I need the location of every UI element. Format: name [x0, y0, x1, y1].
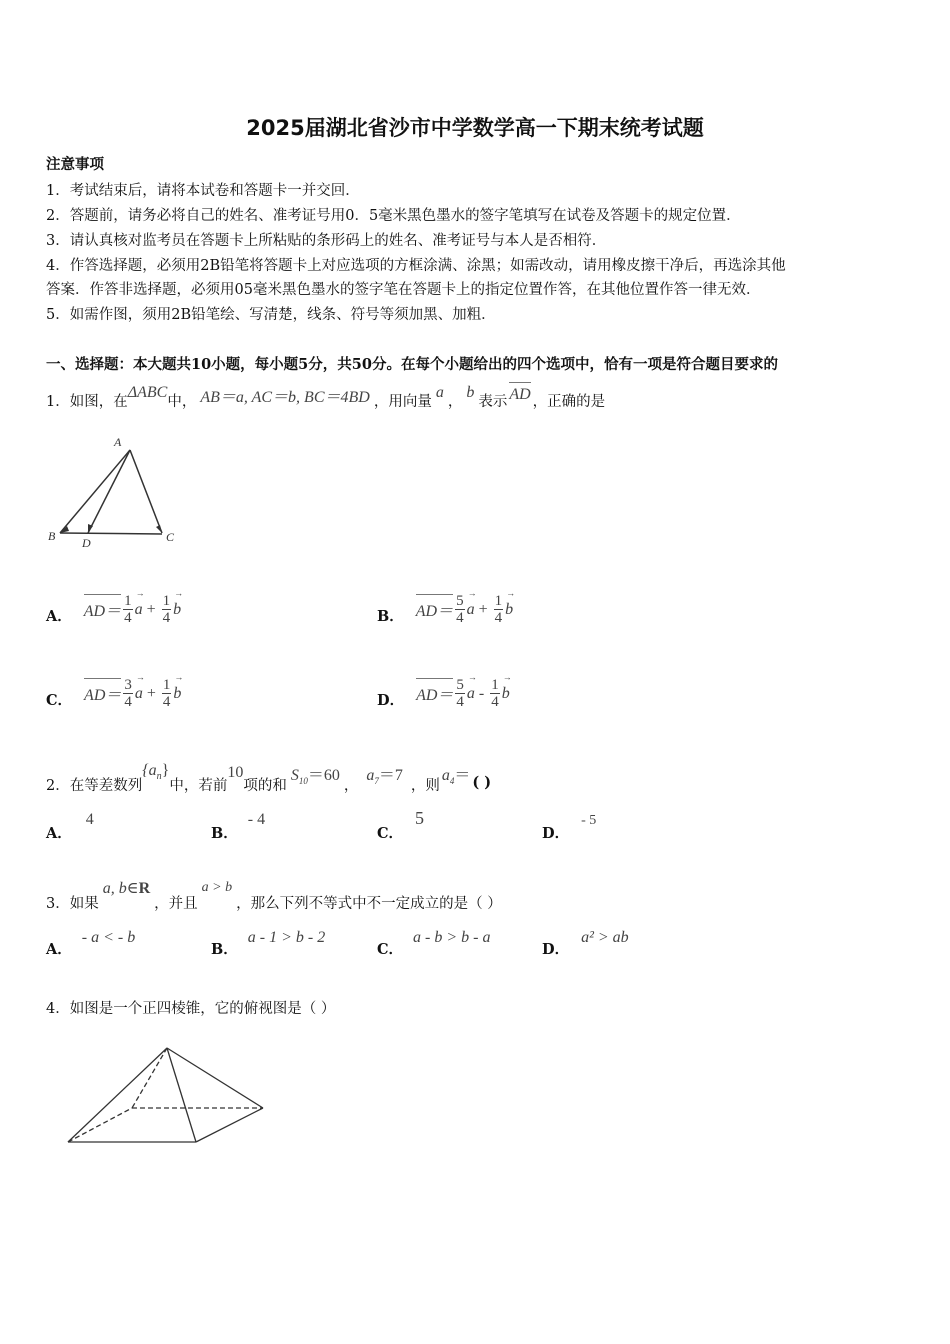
label-b: B — [48, 529, 56, 543]
option-value: - 5 — [581, 813, 597, 828]
option-value: a - b > b - a — [413, 929, 491, 946]
q1-text: 表示 — [478, 394, 508, 410]
q2-text: 在等差数列 — [69, 778, 143, 794]
q3-option-b[interactable] — [211, 929, 326, 959]
triangle-figure — [44, 432, 194, 552]
q3-text: ，那么下列不等式中不一定成立的是（ ） — [236, 896, 502, 912]
question-number: 3． — [46, 896, 70, 912]
option-label: A． — [46, 608, 72, 625]
q3-text: ，并且 — [154, 896, 198, 912]
q1-math-vector-b: b — [466, 384, 475, 401]
option-label: D． — [542, 825, 570, 842]
q2-option-c[interactable] — [377, 808, 425, 843]
note-item: 2．答题前，请务必将自己的姓名、准考证号用0．5毫米黑色墨水的签字笔填写在试卷及答题卡的规定位置． — [46, 208, 741, 224]
option-expression: AD＝ $\frac{5}{4}$ → a + $\frac{1}{4}$ → b — [416, 593, 513, 626]
q2-text: 中，若前 — [169, 778, 228, 794]
option-label: A． — [46, 941, 72, 958]
q1-option-c[interactable] — [46, 677, 181, 710]
q2-option-a[interactable] — [46, 811, 94, 843]
option-label: B． — [211, 941, 238, 958]
q1-text: ，用向量 — [373, 394, 432, 410]
q1-text: ， — [447, 394, 463, 410]
section-heading: 一、选择题：本大题共10小题，每小题5分，共50分。在每个小题给出的四个选项中，恰有一项是符合题目要求的 — [46, 356, 778, 373]
label-a: A — [114, 435, 122, 449]
label-c: C — [166, 530, 175, 544]
q2-text: ，则 — [410, 778, 440, 794]
option-value: 5 — [415, 808, 425, 828]
notes-heading: 注意事项 — [46, 156, 104, 173]
option-label: B． — [211, 825, 238, 842]
note-item: 答案．作答非选择题，必须用05毫米黑色墨水的签字笔在答题卡上的指定位置作答，在其他位置作答一律无效． — [46, 282, 761, 298]
option-label: C． — [377, 941, 404, 958]
option-expression: AD＝ $\frac{5}{4}$ → a - $\frac{1}{4}$ → b — [416, 677, 510, 710]
question-1 — [46, 384, 605, 411]
q1-option-b[interactable] — [377, 593, 513, 626]
option-label: D． — [377, 692, 405, 709]
note-item: 1．考试结束后，请将本试卷和答题卡一并交回． — [46, 183, 360, 199]
question-number: 2． — [46, 778, 70, 794]
q2-math-sequence: $\{a_n\}$ — [142, 762, 170, 783]
q3-math-condition: a > b — [201, 880, 233, 895]
q1-math-vector-ad: AD — [509, 386, 531, 403]
option-value: - a < - b — [81, 929, 136, 946]
question-number: 4． — [46, 1001, 70, 1017]
note-item: 5．如需作图，须用2B铅笔绘、写清楚，线条、符号等须加黑、加粗． — [46, 307, 496, 323]
segment-ac — [130, 450, 162, 533]
q1-text: 如图，在 — [69, 394, 128, 410]
q2-math-a7: $a_7=7$ — [366, 767, 403, 787]
q1-math-vector-a: a — [435, 384, 444, 401]
q3-option-a[interactable] — [46, 929, 136, 959]
q2-option-d[interactable] — [542, 813, 597, 843]
option-value: 4 — [85, 811, 94, 828]
q3-math-real: a, b∈R — [102, 880, 151, 897]
option-label: C． — [46, 692, 73, 709]
pyramid-figure — [60, 1040, 275, 1150]
option-label: A． — [46, 825, 72, 842]
option-expression: AD＝ $\frac{1}{4}$ → a + $\frac{1}{4}$ → b — [84, 593, 181, 626]
q3-text: 如果 — [69, 896, 99, 912]
question-2 — [46, 762, 491, 795]
segment-bc — [60, 533, 162, 534]
q3-option-c[interactable] — [377, 929, 491, 959]
option-value: a² > ab — [581, 929, 629, 946]
option-value: a - 1 > b - 2 — [247, 929, 326, 946]
q2-answer-bracket: ( ) — [472, 774, 492, 791]
q4-text: 如图是一个正四棱锥，它的俯视图是（ ） — [69, 1001, 336, 1017]
q2-math-sum: $S_{10}=60$ — [290, 767, 340, 787]
option-label: C． — [377, 825, 404, 842]
question-3 — [46, 878, 502, 913]
option-expression: AD＝ $\frac{3}{4}$ → a + $\frac{1}{4}$ → b — [84, 677, 181, 710]
page-title: 2025届湖北省沙市中学数学高一下期末统考试题 — [246, 116, 704, 140]
q2-math-ten: 10 — [227, 764, 244, 781]
q1-math-conditions: AB＝a, AC＝b, BC＝4BD — [200, 389, 370, 406]
note-item: 3．请认真核对监考员在答题卡上所粘贴的条形码上的姓名、准考证号与本人是否相符． — [46, 233, 607, 249]
q1-text: ，正确的是 — [532, 394, 606, 410]
option-label: B． — [377, 608, 404, 625]
label-d: D — [82, 536, 91, 550]
q1-option-d[interactable] — [377, 677, 510, 710]
q3-option-d[interactable] — [542, 929, 629, 959]
option-value: - 4 — [247, 811, 266, 828]
q1-option-a[interactable] — [46, 593, 181, 626]
question-number: 1． — [46, 394, 70, 410]
q2-text: 项的和 — [243, 778, 287, 794]
q1-text: 中， — [167, 394, 197, 410]
note-item: 4．作答选择题，必须用2B铅笔将答题卡上对应选项的方框涂满、涂黑；如需改动，请用橡皮擦干净后，再选涂其他 — [46, 258, 786, 274]
q2-option-b[interactable] — [211, 811, 266, 843]
q1-math-triangle: ΔABC — [127, 384, 168, 401]
option-label: D． — [542, 941, 570, 958]
q2-text: ， — [343, 778, 359, 794]
q2-math-a4: $a_4=$ — [441, 767, 471, 787]
question-4 — [46, 997, 335, 1018]
